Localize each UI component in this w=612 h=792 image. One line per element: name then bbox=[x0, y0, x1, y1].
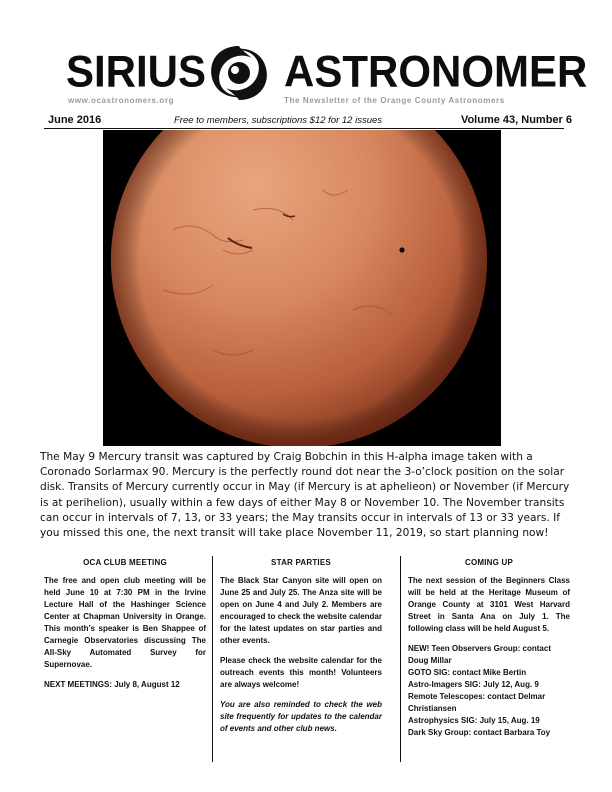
club-meeting-heading: OCA CLUB MEETING bbox=[83, 558, 167, 567]
list-item: NEW! Teen Observers Group: contact Doug Millar bbox=[408, 644, 551, 665]
tagline: The Newsletter of the Orange County Astronomers bbox=[284, 96, 505, 105]
club-meeting-column bbox=[40, 556, 210, 766]
title-left: SIRIUS bbox=[66, 46, 207, 97]
masthead bbox=[62, 40, 588, 106]
issue-date: June 2016 bbox=[48, 114, 102, 126]
subscription-note: Free to members, subscriptions $12 for 12 issues bbox=[174, 115, 383, 126]
mercury-dot bbox=[399, 247, 404, 252]
column-divider bbox=[212, 556, 213, 762]
outreach-text: Please check the website calendar for the outreach events this month! Volunteers are always welcome! bbox=[220, 656, 382, 689]
list-item: Remote Telescopes: contact Delmar Christiansen bbox=[408, 692, 546, 713]
website-reminder: You are also reminded to check the web site frequently for updates to the calendar of events and other club news. bbox=[220, 700, 382, 733]
photo-caption: The May 9 Mercury transit was captured by Craig Bobchin in this H-alpha image taken with a Coronado Sorlarmax 90. Mercury is the perfectly round dot near the 3-o’clock position on the solar disk. Transits of Mercury currently occur in May (if Mercury is at aphelieon) or November (if Mercury is at perihelion), usually within a few days of either May 8 or November 10. The November transits can occur in intervals of 7, 13, or 33 years; the May transits occur in intervals of 13 or 33 years. If you missed this one, the next transit will take place November 11, 2019, so start planning now! bbox=[40, 451, 570, 540]
star-parties-text: The Black Star Canyon site will open on June 25 and July 25. The Anza site will be open on June 4 and July 2. Members are encouraged to check the website calendar for the latest updates on star parties and other events. bbox=[220, 576, 382, 645]
issue-info-bar bbox=[40, 112, 572, 132]
coming-up-column bbox=[404, 556, 574, 766]
coming-up-heading: COMING UP bbox=[464, 558, 514, 567]
info-columns bbox=[40, 556, 572, 776]
star-parties-column bbox=[216, 556, 386, 766]
beginners-class-text: The next session of the Beginners Class will be held at the Heritage Museum of Orange County at 3101 West Harvard Street in Santa Ana on July 1. The following class will be held August 5. bbox=[408, 576, 570, 633]
swirl-logo-icon bbox=[202, 40, 276, 106]
sun-h-alpha-image bbox=[103, 130, 501, 446]
list-item: Astro-Imagers SIG: July 12, Aug. 9 bbox=[408, 680, 539, 689]
list-item: GOTO SIG: contact Mike Bertin bbox=[408, 668, 527, 677]
title-right: ASTRONOMER bbox=[284, 46, 588, 97]
club-meeting-text: The free and open club meeting will be held June 10 at 7:30 PM in the Irvine Lecture Hall of the Hashinger Science Center at Chapman University in Orange. This month’s speaker is Ben Shappee of Carnegie Observatories discussing The All-Sky Automated Survey for Supernovae. bbox=[44, 576, 206, 669]
site-url: www.ocastronomers.org bbox=[68, 96, 175, 105]
star-parties-heading: STAR PARTIES bbox=[271, 558, 331, 567]
list-item: Dark Sky Group: contact Barbara Toy bbox=[408, 728, 551, 737]
volume-number: Volume 43, Number 6 bbox=[460, 114, 572, 126]
column-divider bbox=[400, 556, 401, 762]
next-meetings: NEXT MEETINGS: July 8, August 12 bbox=[44, 680, 180, 689]
sun-photo bbox=[103, 130, 501, 446]
header-rule bbox=[44, 128, 564, 129]
list-item: Astrophysics SIG: July 15, Aug. 19 bbox=[408, 716, 540, 725]
